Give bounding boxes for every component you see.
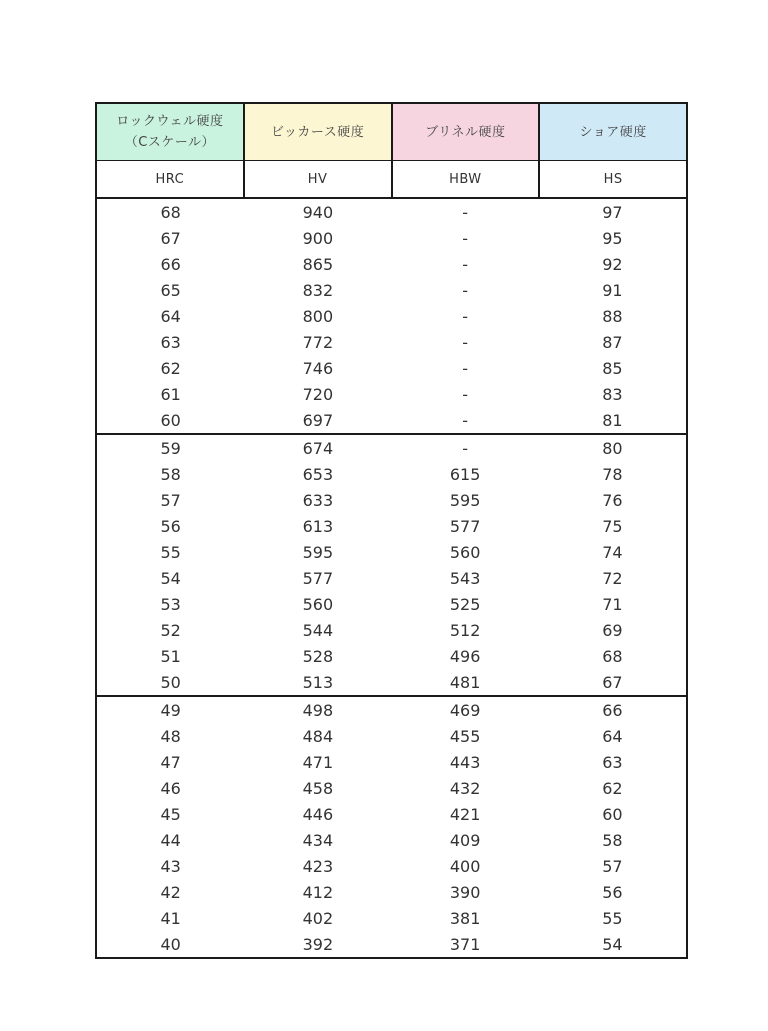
table-row xyxy=(97,251,686,277)
cell-hs: 58 xyxy=(602,830,623,850)
cell-hrc: 66 xyxy=(160,254,181,274)
cell-hs: 66 xyxy=(602,700,623,720)
cell-hbw: - xyxy=(462,358,469,378)
cell-hv: 940 xyxy=(302,202,334,222)
table-body xyxy=(97,199,686,957)
row-group xyxy=(97,199,686,433)
cell-hv: 633 xyxy=(302,490,334,510)
cell-hbw: 455 xyxy=(449,726,481,746)
cell-hs: 60 xyxy=(602,804,623,824)
cell-hbw: - xyxy=(462,280,469,300)
table-row xyxy=(97,329,686,355)
cell-hbw: 409 xyxy=(449,830,481,850)
cell-hrc: 57 xyxy=(160,490,181,510)
table-row xyxy=(97,697,686,723)
table-row xyxy=(97,931,686,957)
table-row xyxy=(97,723,686,749)
cell-hbw: 560 xyxy=(449,542,481,562)
row-group xyxy=(97,433,686,695)
cell-hv: 746 xyxy=(302,358,334,378)
cell-hbw: 400 xyxy=(449,856,481,876)
cell-hbw: 481 xyxy=(449,672,481,692)
table-row xyxy=(97,381,686,407)
cell-hv: 720 xyxy=(302,384,334,404)
cell-hbw: 525 xyxy=(449,594,481,614)
table-row xyxy=(97,879,686,905)
cell-hrc: 48 xyxy=(160,726,181,746)
cell-hv: 458 xyxy=(302,778,334,798)
cell-hs: 85 xyxy=(602,358,623,378)
cell-hs: 91 xyxy=(602,280,623,300)
table-row xyxy=(97,591,686,617)
cell-hbw: 469 xyxy=(449,700,481,720)
cell-hv: 900 xyxy=(302,228,334,248)
header-hrc xyxy=(97,104,243,160)
abbreviation-row xyxy=(97,161,686,199)
cell-hbw: 577 xyxy=(449,516,481,536)
cell-hs: 78 xyxy=(602,464,623,484)
cell-hrc: 55 xyxy=(160,542,181,562)
cell-hv: 595 xyxy=(302,542,334,562)
cell-hv: 423 xyxy=(302,856,334,876)
cell-hrc: 64 xyxy=(160,306,181,326)
cell-hbw: 595 xyxy=(449,490,481,510)
cell-hrc: 46 xyxy=(160,778,181,798)
cell-hs: 76 xyxy=(602,490,623,510)
cell-hrc: 50 xyxy=(160,672,181,692)
cell-hbw: 512 xyxy=(449,620,481,640)
table-row xyxy=(97,513,686,539)
table-row xyxy=(97,461,686,487)
header-row xyxy=(97,104,686,161)
cell-hv: 544 xyxy=(302,620,334,640)
cell-hrc: 63 xyxy=(160,332,181,352)
table-row xyxy=(97,905,686,931)
abbrev-hbw: HBW xyxy=(391,161,539,197)
cell-hv: 865 xyxy=(302,254,334,274)
cell-hs: 55 xyxy=(602,908,623,928)
cell-hv: 613 xyxy=(302,516,334,536)
cell-hs: 92 xyxy=(602,254,623,274)
header-hv: ビッカース硬度 xyxy=(243,104,391,160)
cell-hbw: - xyxy=(462,228,469,248)
cell-hrc: 62 xyxy=(160,358,181,378)
cell-hrc: 49 xyxy=(160,700,181,720)
table-row xyxy=(97,643,686,669)
cell-hbw: - xyxy=(462,254,469,274)
cell-hs: 64 xyxy=(602,726,623,746)
cell-hbw: 421 xyxy=(449,804,481,824)
cell-hs: 69 xyxy=(602,620,623,640)
table-row xyxy=(97,827,686,853)
row-group xyxy=(97,695,686,957)
cell-hbw: 543 xyxy=(449,568,481,588)
cell-hs: 68 xyxy=(602,646,623,666)
cell-hbw: - xyxy=(462,202,469,222)
header-hbw: ブリネル硬度 xyxy=(391,104,539,160)
cell-hrc: 45 xyxy=(160,804,181,824)
cell-hrc: 61 xyxy=(160,384,181,404)
cell-hrc: 44 xyxy=(160,830,181,850)
cell-hrc: 47 xyxy=(160,752,181,772)
cell-hs: 54 xyxy=(602,934,623,954)
cell-hbw: - xyxy=(462,332,469,352)
cell-hv: 528 xyxy=(302,646,334,666)
cell-hv: 832 xyxy=(302,280,334,300)
header-hrc-line2: （Cスケール） xyxy=(124,135,216,150)
cell-hs: 83 xyxy=(602,384,623,404)
cell-hs: 67 xyxy=(602,672,623,692)
abbrev-hrc: HRC xyxy=(155,171,185,187)
cell-hs: 56 xyxy=(602,882,623,902)
cell-hs: 81 xyxy=(602,410,623,430)
cell-hrc: 54 xyxy=(160,568,181,588)
cell-hv: 471 xyxy=(302,752,334,772)
cell-hrc: 41 xyxy=(160,908,181,928)
cell-hrc: 58 xyxy=(160,464,181,484)
cell-hrc: 43 xyxy=(160,856,181,876)
table-row xyxy=(97,487,686,513)
cell-hrc: 52 xyxy=(160,620,181,640)
cell-hv: 498 xyxy=(302,700,334,720)
cell-hrc: 53 xyxy=(160,594,181,614)
abbrev-hv: HV xyxy=(243,161,391,197)
cell-hrc: 56 xyxy=(160,516,181,536)
cell-hv: 402 xyxy=(302,908,334,928)
hardness-conversion-table xyxy=(95,102,688,959)
cell-hrc: 68 xyxy=(160,202,181,222)
header-hrc-line1: ロックウェル硬度 xyxy=(116,114,224,129)
cell-hv: 577 xyxy=(302,568,334,588)
table-row xyxy=(97,617,686,643)
table-row xyxy=(97,565,686,591)
cell-hrc: 59 xyxy=(160,438,181,458)
cell-hv: 513 xyxy=(302,672,334,692)
table-row xyxy=(97,435,686,461)
cell-hs: 87 xyxy=(602,332,623,352)
cell-hs: 71 xyxy=(602,594,623,614)
table-row xyxy=(97,355,686,381)
table-row xyxy=(97,407,686,433)
cell-hs: 75 xyxy=(602,516,623,536)
abbrev-hs: HS xyxy=(538,161,686,197)
cell-hv: 697 xyxy=(302,410,334,430)
cell-hv: 674 xyxy=(302,438,334,458)
cell-hrc: 67 xyxy=(160,228,181,248)
cell-hv: 446 xyxy=(302,804,334,824)
cell-hs: 74 xyxy=(602,542,623,562)
table-row xyxy=(97,775,686,801)
cell-hrc: 40 xyxy=(160,934,181,954)
cell-hs: 80 xyxy=(602,438,623,458)
cell-hbw: 496 xyxy=(449,646,481,666)
table-row xyxy=(97,853,686,879)
cell-hbw: - xyxy=(462,410,469,430)
table-row xyxy=(97,749,686,775)
cell-hv: 772 xyxy=(302,332,334,352)
cell-hv: 412 xyxy=(302,882,334,902)
cell-hbw: 443 xyxy=(449,752,481,772)
table-row xyxy=(97,225,686,251)
cell-hbw: 432 xyxy=(449,778,481,798)
table-row xyxy=(97,801,686,827)
cell-hbw: - xyxy=(462,438,469,458)
cell-hrc: 51 xyxy=(160,646,181,666)
cell-hs: 72 xyxy=(602,568,623,588)
header-hs: ショア硬度 xyxy=(538,104,686,160)
cell-hbw: 381 xyxy=(449,908,481,928)
cell-hv: 560 xyxy=(302,594,334,614)
table-row xyxy=(97,669,686,695)
cell-hrc: 42 xyxy=(160,882,181,902)
cell-hbw: - xyxy=(462,306,469,326)
cell-hbw: 390 xyxy=(449,882,481,902)
cell-hbw: 615 xyxy=(449,464,481,484)
cell-hs: 97 xyxy=(602,202,623,222)
cell-hv: 484 xyxy=(302,726,334,746)
cell-hv: 800 xyxy=(302,306,334,326)
table-row xyxy=(97,199,686,225)
cell-hs: 57 xyxy=(602,856,623,876)
cell-hs: 62 xyxy=(602,778,623,798)
table-row xyxy=(97,277,686,303)
table-row xyxy=(97,539,686,565)
cell-hs: 95 xyxy=(602,228,623,248)
cell-hbw: - xyxy=(462,384,469,404)
cell-hs: 63 xyxy=(602,752,623,772)
cell-hv: 434 xyxy=(302,830,334,850)
cell-hs: 88 xyxy=(602,306,623,326)
cell-hrc: 65 xyxy=(160,280,181,300)
table-row xyxy=(97,303,686,329)
cell-hbw: 371 xyxy=(449,934,481,954)
cell-hv: 653 xyxy=(302,464,334,484)
cell-hrc: 60 xyxy=(160,410,181,430)
cell-hv: 392 xyxy=(302,934,334,954)
